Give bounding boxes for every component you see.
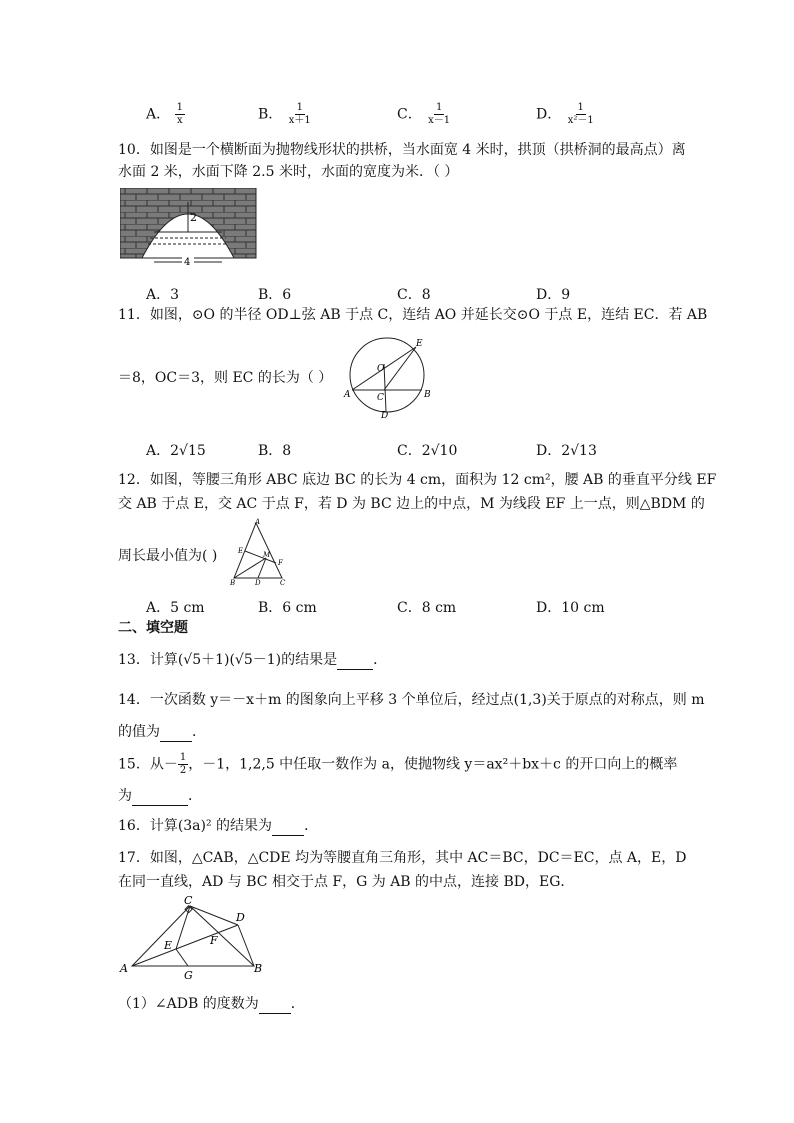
q10-line2: 水面 2 米，水面下降 2.5 米时，水面的宽度为米．（ ）: [118, 164, 459, 180]
q15-pre: 15．从－: [118, 756, 178, 773]
q15-fraction: $\frac{1}{2}$: [179, 752, 187, 776]
label-c: C: [184, 894, 193, 907]
q9-option-b: B． $\frac{1}{x+1}$: [258, 102, 311, 126]
label-f: F: [210, 934, 218, 947]
q15-prefix: 为: [118, 788, 132, 804]
q12-option-d: D．10 cm: [536, 600, 605, 616]
q17-line2: 在同一直线，AD 与 BC 相交于点 F，G 为 AB 的中点，连接 BD，EG．: [118, 874, 575, 890]
q12-line2: 交 AB 于点 E，交 AC 于点 F，若 D 为 BC 边上的中点，M 为线段 EF 上一点，则△BDM 的: [118, 496, 705, 512]
q15-end: ．: [188, 788, 202, 804]
q10-line1: 10．如图是一个横断面为抛物线形状的拱桥，当水面宽 4 米时，拱顶（拱桥洞的最高点）离: [118, 142, 686, 158]
q17-sub1: [118, 994, 305, 1014]
q11-line1: 11．如图，⊙O 的半径 OD⊥弦 AB 于点 C，连结 AO 并延长交⊙O 于点 E，连结 EC．若 AB: [118, 307, 708, 323]
label-a: A: [255, 518, 261, 526]
q15-answer-blank[interactable]: [132, 791, 188, 806]
q11-option-b: B．8: [258, 443, 292, 459]
q14-end: ．: [192, 724, 206, 740]
q13-text: 13．计算(√5＋1)(√5－1)的结果是: [118, 652, 338, 668]
q17-sub1-text: （1）∠ADB 的度数为: [118, 996, 259, 1012]
triangles-figure: [118, 890, 268, 982]
q16-text: 16．计算(3a)² 的结果为: [118, 818, 273, 834]
q10-option-b: B．6: [258, 287, 292, 303]
label-d: D: [236, 911, 245, 924]
q12-line3: 周长最小值为( ): [118, 548, 218, 564]
q17-answer-blank[interactable]: [259, 999, 291, 1014]
label-b: B: [230, 579, 236, 586]
q16: [118, 816, 318, 836]
q15-mid: ，－1，1,2,5 中任取一数作为 a，使抛物线 y＝ax²＋bx＋c 的开口向上的概率: [188, 756, 678, 773]
arch-bridge-figure: [120, 188, 258, 266]
section-title: 二、填空题: [118, 620, 188, 636]
q14-line2: [118, 722, 206, 742]
q12-option-b: B．6 cm: [258, 600, 317, 616]
q16-answer-blank[interactable]: [272, 821, 304, 836]
arch-height-label: 2: [190, 211, 197, 224]
q16-end: ．: [304, 818, 319, 834]
q12-option-a: A．5 cm: [146, 600, 205, 616]
q9-option-d: D． $\frac{1}{\text{x²－1}}$: [536, 102, 594, 126]
q12-option-c: C．8 cm: [397, 600, 457, 616]
q13-answer-blank[interactable]: [337, 655, 373, 670]
q14-prefix: 的值为: [118, 724, 160, 740]
q11-line2: ＝8，OC＝3，则 EC 的长为（ ）: [118, 370, 333, 386]
q11-option-a: A．2√15: [146, 443, 206, 459]
q10-option-d: D．9: [536, 287, 571, 303]
q9-option-c: C． $\frac{1}{x-1}$: [397, 102, 451, 126]
label-b: B: [254, 962, 263, 975]
q10-option-a: A．3: [146, 287, 180, 303]
q14-answer-blank[interactable]: [160, 727, 192, 742]
label-o: O: [377, 364, 385, 374]
q15-line2: [118, 786, 202, 806]
label-d: D: [381, 411, 389, 420]
q17-end: ．: [290, 996, 305, 1012]
label-c: C: [377, 393, 384, 403]
label-c: C: [280, 579, 286, 586]
label-d: D: [255, 579, 261, 586]
label-e: E: [238, 547, 244, 555]
label-a: A: [120, 962, 128, 975]
q11-option-c: C．2√10: [397, 443, 458, 459]
q12-line1: 12．如图，等腰三角形 ABC 底边 BC 的长为 4 cm，面积为 12 cm²，腰 AB 的垂直平分线 EF: [118, 472, 717, 488]
q13: [118, 650, 387, 670]
q11-option-d: D．2√13: [536, 443, 597, 459]
q17-line1: 17．如图，△CAB，△CDE 均为等腰直角三角形，其中 AC＝BC，DC＝EC，点 A，E，D: [118, 850, 687, 866]
circle-figure: [340, 334, 434, 420]
arch-width-label: 4: [184, 257, 191, 266]
q15-line1: [118, 752, 677, 777]
label-e: E: [416, 339, 423, 349]
q14-line1: 14．一次函数 y＝－x＋m 的图象向上平移 3 个单位后，经过点(1,3)关于原点的对称点，则 m: [118, 692, 705, 708]
q10-option-c: C．8: [397, 287, 431, 303]
label-b: B: [424, 390, 431, 400]
q9-option-a: A． $\frac{1}{x}$: [146, 102, 183, 126]
isosceles-triangle-figure: [226, 518, 290, 586]
label-f: F: [278, 559, 283, 567]
label-e: E: [164, 939, 173, 952]
q13-end: ．: [373, 652, 388, 668]
label-g: G: [184, 969, 193, 982]
label-m: M: [263, 551, 271, 559]
label-a: A: [344, 390, 351, 400]
